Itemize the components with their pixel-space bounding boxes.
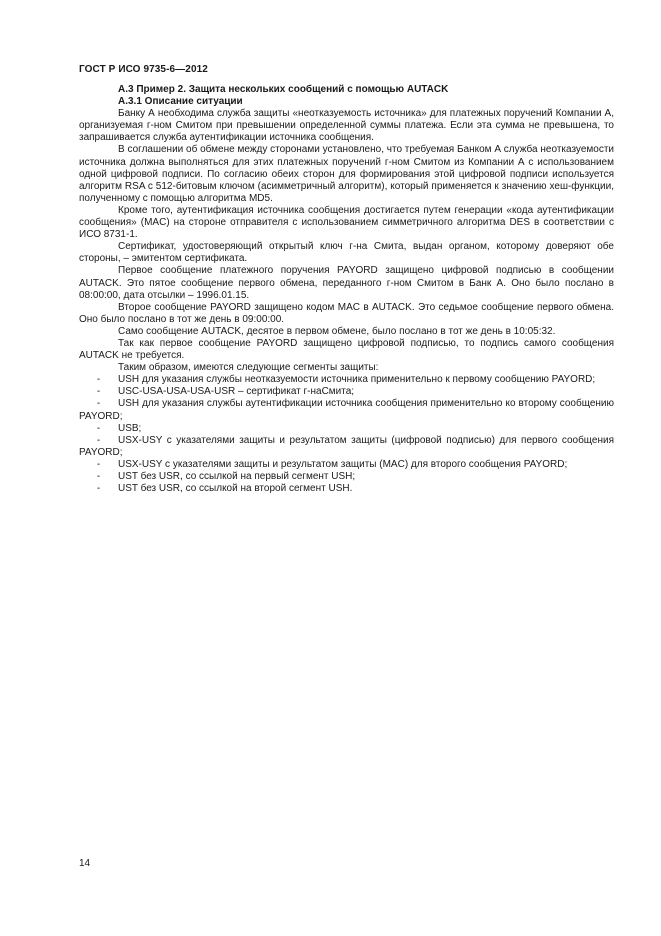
- list-item: [79, 386, 614, 398]
- list-item: [79, 471, 614, 483]
- subsection-title: А.3.1 Описание ситуации: [118, 96, 243, 108]
- section-title: А.3 Пример 2. Защита нескольких сообщений с помощью AUTACK: [118, 84, 449, 95]
- paragraph: Кроме того, аутентификация источника сообщения достигается путем генерации «кода аутентификации сообщения» (MAC) на стороне отправителя с использованием симметричного алгоритма DES в соответствии с ИСО 8731-1.: [79, 204, 614, 241]
- list-dash: -: [96, 386, 101, 398]
- list-item-text: USH для указания службы неотказуемости источника применительно к первому сообщению PAYORD;: [118, 374, 596, 386]
- list-dash: -: [96, 483, 101, 495]
- paragraph: В соглашении об обмене между сторонами установлено, что требуемая Банком А служба неотказуемости источника должна выполняться для этих платежных поручений г-ном Смитом из Компании А с использованием одной цифровой подписи. По согласию обеих сторон для формирования этой цифровой подписи используется алгоритм RSA с 512-битовым ключом (асимметричный алгоритм), который применяется к значению хеш-функции, полученному с помощью алгоритма MD5.: [79, 144, 614, 204]
- list-item-text: USX-USY с указателями защиты и результатом защиты (MAC) для второго сообщения PAYORD;: [118, 458, 568, 470]
- list-item: [79, 374, 614, 386]
- list-dash: -: [96, 471, 101, 482]
- list-item: [79, 483, 614, 495]
- list-dash: -: [96, 458, 101, 470]
- list-item: [79, 459, 614, 471]
- paragraph: Само сообщение AUTACK, десятое в первом обмене, было послано в тот же день в 10:05:32.: [118, 325, 556, 337]
- list-item-text: USX-USY с указателями защиты и результатом защиты (цифровой подписью) для первого сообщения PAYORD;: [79, 434, 614, 458]
- list-dash: -: [96, 374, 101, 386]
- page-number: 14: [79, 858, 91, 869]
- list-item: [79, 435, 614, 459]
- list-dash: -: [96, 422, 101, 434]
- list-item-text: UST без USR, со ссылкой на второй сегмент USH.: [118, 483, 353, 495]
- list-item: [79, 423, 614, 435]
- paragraph: Сертификат, удостоверяющий открытый ключ г-на Смита, выдан органом, которому доверяют обе стороны, – эмитентом сертификата.: [79, 241, 614, 265]
- paragraph: Первое сообщение платежного поручения PAYORD защищено цифровой подписью в сообщении AUTACK. Это пятое сообщение первого обмена, переданного г-ном Смитом в Банк А. Оно было послано в 08:00:00, дата отсылки – 1996.01.15.: [79, 265, 614, 301]
- list-item-text: USH для указания службы аутентификации источника сообщения применительно ко второму сообщению PAYORD;: [79, 398, 614, 422]
- list-item-text: USB;: [118, 422, 142, 434]
- list-dash: -: [96, 434, 101, 446]
- paragraph: Банку А необходима служба защиты «неотказуемость источника» для платежных поручений Компании А, организуемая г-ном Смитом при превышении определенной суммы платежа. Если эта сумма не превышена, то запрашивается служба аутентификации источника сообщения.: [79, 108, 614, 144]
- list-dash: -: [96, 398, 101, 410]
- document-body: [79, 84, 614, 495]
- paragraph: Таким образом, имеются следующие сегменты защиты:: [118, 362, 379, 374]
- list-item: [79, 398, 614, 422]
- document-header: ГОСТ Р ИСО 9735-6—2012: [79, 64, 208, 75]
- list-item-text: USC-USA-USA-USA-USR – сертификат г-наСмита;: [118, 386, 355, 398]
- paragraph: Так как первое сообщение PAYORD защищено цифровой подписью, то подпись самого сообщения AUTACK не требуется.: [79, 337, 614, 362]
- paragraph: Второе сообщение PAYORD защищено кодом MAC в AUTACK. Это седьмое сообщение первого обмена. Оно было послано в тот же день в 09:00:00.: [79, 301, 614, 325]
- list-item-text: UST без USR, со ссылкой на первый сегмент USH;: [118, 471, 356, 482]
